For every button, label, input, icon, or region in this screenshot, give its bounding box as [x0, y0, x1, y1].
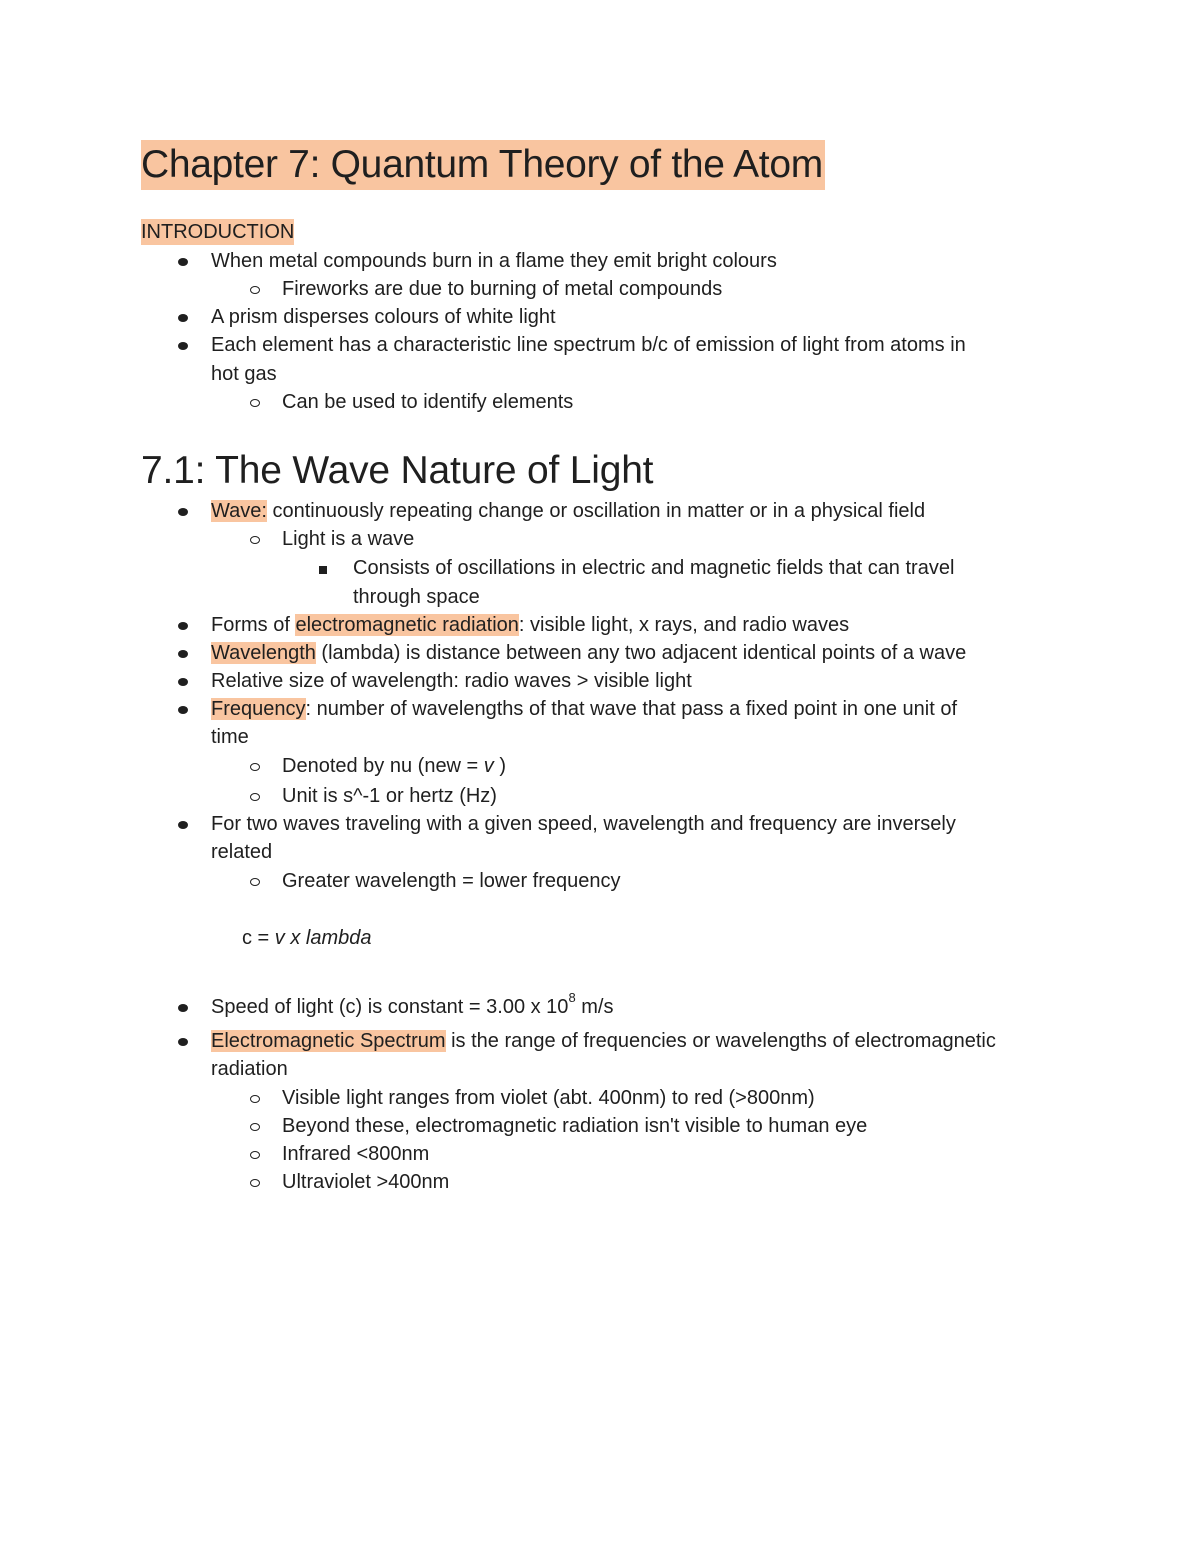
- forms-suffix: : visible light, x rays, and radio waves: [518, 614, 850, 636]
- term-electromagnetic-spectrum: Electromagnetic Spectrum: [211, 1030, 446, 1052]
- bullet-disc: [178, 1004, 188, 1012]
- bullet-disc: [178, 622, 188, 630]
- list-item: Relative size of wavelength: radio waves > visible light: [211, 670, 692, 692]
- section-title: 7.1: The Wave Nature of Light: [141, 449, 654, 492]
- list-item-continuation: hot gas: [211, 363, 277, 385]
- list-item: Beyond these, electromagnetic radiation isn't visible to human eye: [282, 1115, 868, 1137]
- bullet-circle: [250, 878, 260, 886]
- list-item: For two waves traveling with a given speed, wavelength and frequency are inversely: [211, 813, 956, 835]
- spectrum-definition: is the range of frequencies or wavelengths of electromagnetic: [445, 1030, 996, 1052]
- bullet-circle: [250, 1179, 260, 1187]
- bullet-disc: [178, 508, 188, 516]
- list-item: When metal compounds burn in a flame they emit bright colours: [211, 250, 777, 272]
- list-item: [211, 695, 957, 723]
- term-wave: Wave:: [211, 500, 267, 522]
- bullet-circle: [250, 763, 260, 771]
- list-item: Infrared <800nm: [282, 1143, 430, 1165]
- list-item: A prism disperses colours of white light: [211, 306, 556, 328]
- bullet-circle: [250, 1151, 260, 1159]
- formula: [242, 924, 372, 952]
- bullet-disc: [178, 650, 188, 658]
- nu-symbol: v: [483, 755, 494, 777]
- bullet-circle: [250, 793, 260, 801]
- list-item: Can be used to identify elements: [282, 391, 574, 413]
- list-item: [211, 611, 849, 639]
- bullet-circle: [250, 1095, 260, 1103]
- list-item-continuation: time: [211, 726, 249, 748]
- intro-label: INTRODUCTION: [141, 221, 295, 243]
- bullet-square: [319, 566, 327, 574]
- list-item: Visible light ranges from violet (abt. 400nm) to red (>800nm): [282, 1087, 815, 1109]
- list-item: [211, 639, 966, 667]
- list-item: Fireworks are due to burning of metal compounds: [282, 278, 723, 300]
- denoted-suffix: ): [493, 755, 507, 777]
- page-title: Chapter 7: Quantum Theory of the Atom: [141, 140, 825, 190]
- formula-rhs: v x lambda: [274, 927, 372, 949]
- formula-lhs: c =: [242, 927, 275, 949]
- bullet-circle: [250, 286, 260, 294]
- frequency-definition: : number of wavelengths of that wave that pass a fixed point in one unit of: [305, 698, 958, 720]
- wave-definition: continuously repeating change or oscillation in matter or in a physical field: [266, 500, 926, 522]
- bullet-disc: [178, 706, 188, 714]
- term-frequency: Frequency: [211, 698, 306, 720]
- list-item: Greater wavelength = lower frequency: [282, 870, 621, 892]
- list-item: [211, 497, 925, 525]
- bullet-circle: [250, 399, 260, 407]
- speed-unit: m/s: [575, 996, 614, 1018]
- list-item: [282, 752, 506, 780]
- bullet-disc: [178, 678, 188, 686]
- list-item: [211, 1027, 996, 1055]
- list-item: Unit is s^-1 or hertz (Hz): [282, 785, 497, 807]
- bullet-disc: [178, 1038, 188, 1046]
- bullet-disc: [178, 342, 188, 350]
- term-wavelength: Wavelength: [211, 642, 316, 664]
- speed-exponent: 8: [568, 990, 576, 1006]
- list-item-continuation: radiation: [211, 1058, 288, 1080]
- list-item: Light is a wave: [282, 528, 415, 550]
- forms-prefix: Forms of: [211, 614, 296, 636]
- bullet-circle: [250, 1123, 260, 1131]
- list-item: [211, 990, 614, 1021]
- list-item-continuation: through space: [353, 586, 480, 608]
- list-item: Each element has a characteristic line spectrum b/c of emission of light from atoms in: [211, 334, 966, 356]
- list-item: Ultraviolet >400nm: [282, 1171, 450, 1193]
- bullet-disc: [178, 314, 188, 322]
- wavelength-definition: (lambda) is distance between any two adjacent identical points of a wave: [315, 642, 967, 664]
- list-item: Consists of oscillations in electric and magnetic fields that can travel: [353, 557, 955, 579]
- speed-text: Speed of light (c) is constant = 3.00 x 10: [211, 996, 569, 1018]
- list-item-continuation: related: [211, 841, 273, 863]
- bullet-circle: [250, 536, 260, 544]
- bullet-disc: [178, 821, 188, 829]
- bullet-disc: [178, 258, 188, 266]
- term-electromagnetic-radiation: electromagnetic radiation: [295, 614, 519, 636]
- denoted-prefix: Denoted by nu (new =: [282, 755, 484, 777]
